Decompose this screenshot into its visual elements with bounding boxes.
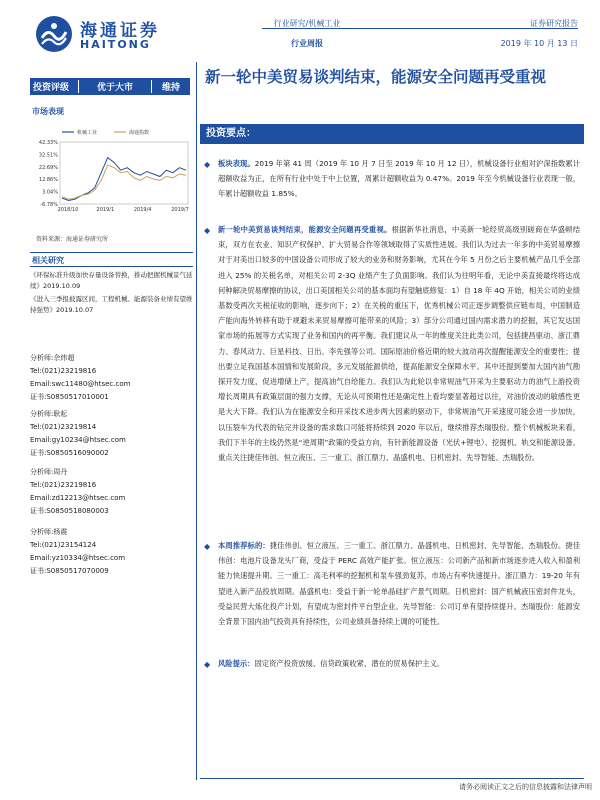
section-divider [30, 252, 193, 253]
report-date: 2019 年 10 月 13 日 [500, 39, 578, 48]
bullet-icon: ◆ [204, 226, 211, 235]
x-tick-label: 2019/7 [171, 207, 189, 213]
report-type: 行业周报 [291, 39, 323, 48]
y-tick-label: 42.33% [38, 140, 58, 146]
analyst-name: 分析师:杨震 [30, 528, 68, 536]
paragraph-lead: 板块表现。 [218, 159, 255, 168]
related-research-item[interactable]: 《环保标准升级加快存量设备替换，推动把握机械景气延续》2019.10.09 [30, 271, 193, 290]
paragraph-text: 根据新华社消息，中美新一轮经贸高级别磋商在华盛顿结束，双方在农业、知识产权保护、扩大贸易合作等领域取得了实质性进展。我们认为过去一年多的中美贸易摩擦对于对美出口较多的中国设备公司形成了较大的业务和财务影响，尤其在今年 5 月份之后主要机械产品几乎全部进入 25% 的关税名单，对相关公司 2-3Q 业绩产生了负面影响。我们认为往明年看，无论中美直接最终将达成何种解决贸易摩擦的协议，出口美国相关公司的基本面均有望触底修复：1）自 18 年 4Q 开始，相关公司的业绩基数受两次关税征收的影响，逐步向下；2）在关税的重压下，优秀机械公司正逐步调整供应链布局，中国制造产能向海外转移有助于规避未来贸易摩擦可能带来的风险；3）部分公司通过国内需求潜力的挖掘，其它发达国家市场的拓展等方式实现了业务和国内的再平衡。我们建议从一年的维度关注此类公司，包括捷昌驱动、浙江鼎力、春风动力、巨星科技、日出、李先强等公司。国际原油价格近期的较大波动再次提醒能源安全的重要性；提出要立足我国基本国情和发展阶段，多元发展能源供给，提高能源安全保障水平。其中还提到要加大国内油气勘探开发力度，促进增储上产，提高油气自给能力。我们认为此轮以非常规油气开采为主要驱动力的油气上游投资增长周期具有政策层面的强力支撑，无论从可预期性还是确定性上看均要显著超过以往，对油价波动的敏感性更是大大下降。我们认为在能源安全和开采技术进步两大因素的驱动下，非常规油气开采速度可能会进一步加快，以压裂车为代表的钻完井设备的需求数口可能将持续到 2020 年以后，继续推荐杰瑞股份。整个机械板块来看，我们下半年的主线仍然是“逆周期”政策的受益方向，有针新能源设备（光伏+锂电）、挖掘机、轨交和能源设备。重点关注捷佳伟创、恒立液压、三一重工、浙江鼎力、晶盛机电、日机密封、先导智能、杰瑞股份。 [218, 225, 580, 463]
related-research-item[interactable]: 《进入三季报披露区间，工程机械、能源装备业绩有望维持强势》2019.10.07 [30, 295, 193, 314]
series-line [62, 158, 186, 201]
x-tick-label: 2019/4 [133, 207, 152, 213]
market-performance-chart [30, 120, 193, 220]
analyst-cert: 证书:S0850518080003 [30, 507, 109, 515]
paragraph-trade-talks [218, 222, 580, 465]
rating-value: 优于大市 [78, 80, 152, 93]
analyst-name: 分析师:耿耘 [30, 410, 68, 418]
analyst-tel: Tel:(021)23219816 [30, 367, 97, 375]
company-logo [34, 14, 174, 56]
y-tick-label: 22.69% [38, 164, 58, 171]
y-tick-label: 12.86% [38, 177, 58, 184]
logo-english-name: HAITONG [80, 38, 151, 51]
paragraph-lead: 本周推荐标的： [218, 541, 270, 550]
analyst-card [30, 408, 195, 460]
report-header [0, 0, 600, 62]
analyst-cert: 证书:S0850517010001 [30, 393, 109, 401]
chart-source: 资料来源：海通证券研究所 [36, 236, 109, 243]
analyst-tel: Tel:(021)23154124 [30, 541, 97, 549]
bullet-icon: ◆ [204, 160, 211, 169]
paragraph-text: 固定资产投资放缓、信贷政策收紧、潜在的贸易保护主义。 [254, 659, 445, 668]
analyst-cert: 证书:S0850517070009 [30, 567, 109, 575]
paragraph-risk [218, 656, 580, 671]
plot-area-frame [60, 142, 188, 204]
doc-type: 证券研究报告 [530, 19, 578, 28]
key-points-header: 投资要点： [200, 124, 584, 144]
related-research-title: 相关研究 [32, 256, 64, 265]
header-divider [262, 28, 578, 29]
analyst-email[interactable]: Email:zd12213@htsec.com [30, 494, 126, 502]
analyst-card [30, 352, 195, 404]
rating-action: 维持 [161, 83, 180, 93]
x-tick-label: 2019/1 [96, 207, 115, 213]
market-performance-title: 市场表现 [32, 107, 64, 116]
analyst-name: 分析师:佘炜超 [30, 354, 75, 362]
footer-disclaimer: 请务必阅读正文之后的信息披露和法律声明 [459, 783, 592, 791]
analyst-cert: 证书:S0850516090002 [30, 449, 109, 457]
paragraph-text: 2019 年第 41 周（2019 年 10 月 7 日至 2019 年 10 月 12 日），机械设备行业相对沪深指数累计超额收益为正，在所有行业中处于中上位置，周累计超额收益为 0.47%。2019 年至今机械设备行业表现一般，年累计超额收益 1.85%。 [218, 159, 580, 199]
x-tick-label: 2018/10 [57, 207, 79, 213]
analyst-card [30, 526, 195, 578]
analyst-email[interactable]: Email:yz10334@htsec.com [30, 554, 126, 562]
paragraph-lead: 新一轮中美贸易谈判结束，能源安全问题再受重视。 [218, 225, 392, 234]
analyst-tel: Tel:(021)23219816 [30, 481, 97, 489]
haitong-logo-icon [34, 14, 74, 54]
y-tick-label: -6.78% [40, 202, 58, 208]
paragraph-lead: 风险提示： [218, 659, 255, 668]
report-title: 新一轮中美贸易谈判结束，能源安全问题再受重视 [205, 68, 547, 86]
chart-canvas [30, 120, 193, 220]
bullet-icon: ◆ [204, 660, 211, 669]
analyst-card [30, 466, 195, 518]
paragraph-recommendations [218, 538, 580, 629]
bullet-icon: ◆ [204, 542, 211, 551]
legend-label: 机械工业 [77, 130, 98, 136]
analyst-tel: Tel:(021)23219814 [30, 423, 97, 431]
report-category: 行业研究/机械工业 [273, 19, 341, 28]
analyst-email[interactable]: Email:swc11480@htsec.com [30, 380, 131, 388]
investment-rating-bar [30, 78, 190, 95]
y-tick-label: 3.04% [42, 189, 58, 196]
section-divider [30, 266, 193, 267]
footer-divider [200, 778, 584, 779]
rating-label: 投资评级 [33, 83, 70, 93]
paragraph-text: 捷佳伟创、恒立液压、三一重工、浙江鼎力、晶盛机电、日机密封、先导智能、杰瑞股份。捷佳伟创：电池片设备龙头厂商，受益于 PERC 高效产能扩张。恒立液压：公司新产品和新市场逐步进入收入和盈利能力快速提升期。三一重工：高毛利率的挖掘机和泵车强劲复苏，市场占有率快速提升。浙江鼎力：19-20 年有望进入新产品投放周期。晶盛机电：受益于新一轮单晶硅扩产景气周期。日机密封：国产机械液压密封件龙头，受益民营大炼化投产计划，有望成为密封件平台型企业。先导智能：公司订单有望持续提升。杰瑞股份：能源安全背景下国内油气投资具有持续性，公司业绩具备持续上调的可能性。 [218, 541, 581, 627]
paragraph-sector-performance [218, 156, 580, 202]
logo-chinese-name: 海通证券 [80, 21, 160, 41]
legend-label: 海通指数 [129, 130, 150, 136]
y-tick-label: 32.51% [38, 152, 58, 159]
analyst-email[interactable]: Email:gy10234@htsec.com [30, 436, 126, 444]
column-divider [196, 62, 197, 780]
analyst-name: 分析师:周丹 [30, 468, 68, 476]
